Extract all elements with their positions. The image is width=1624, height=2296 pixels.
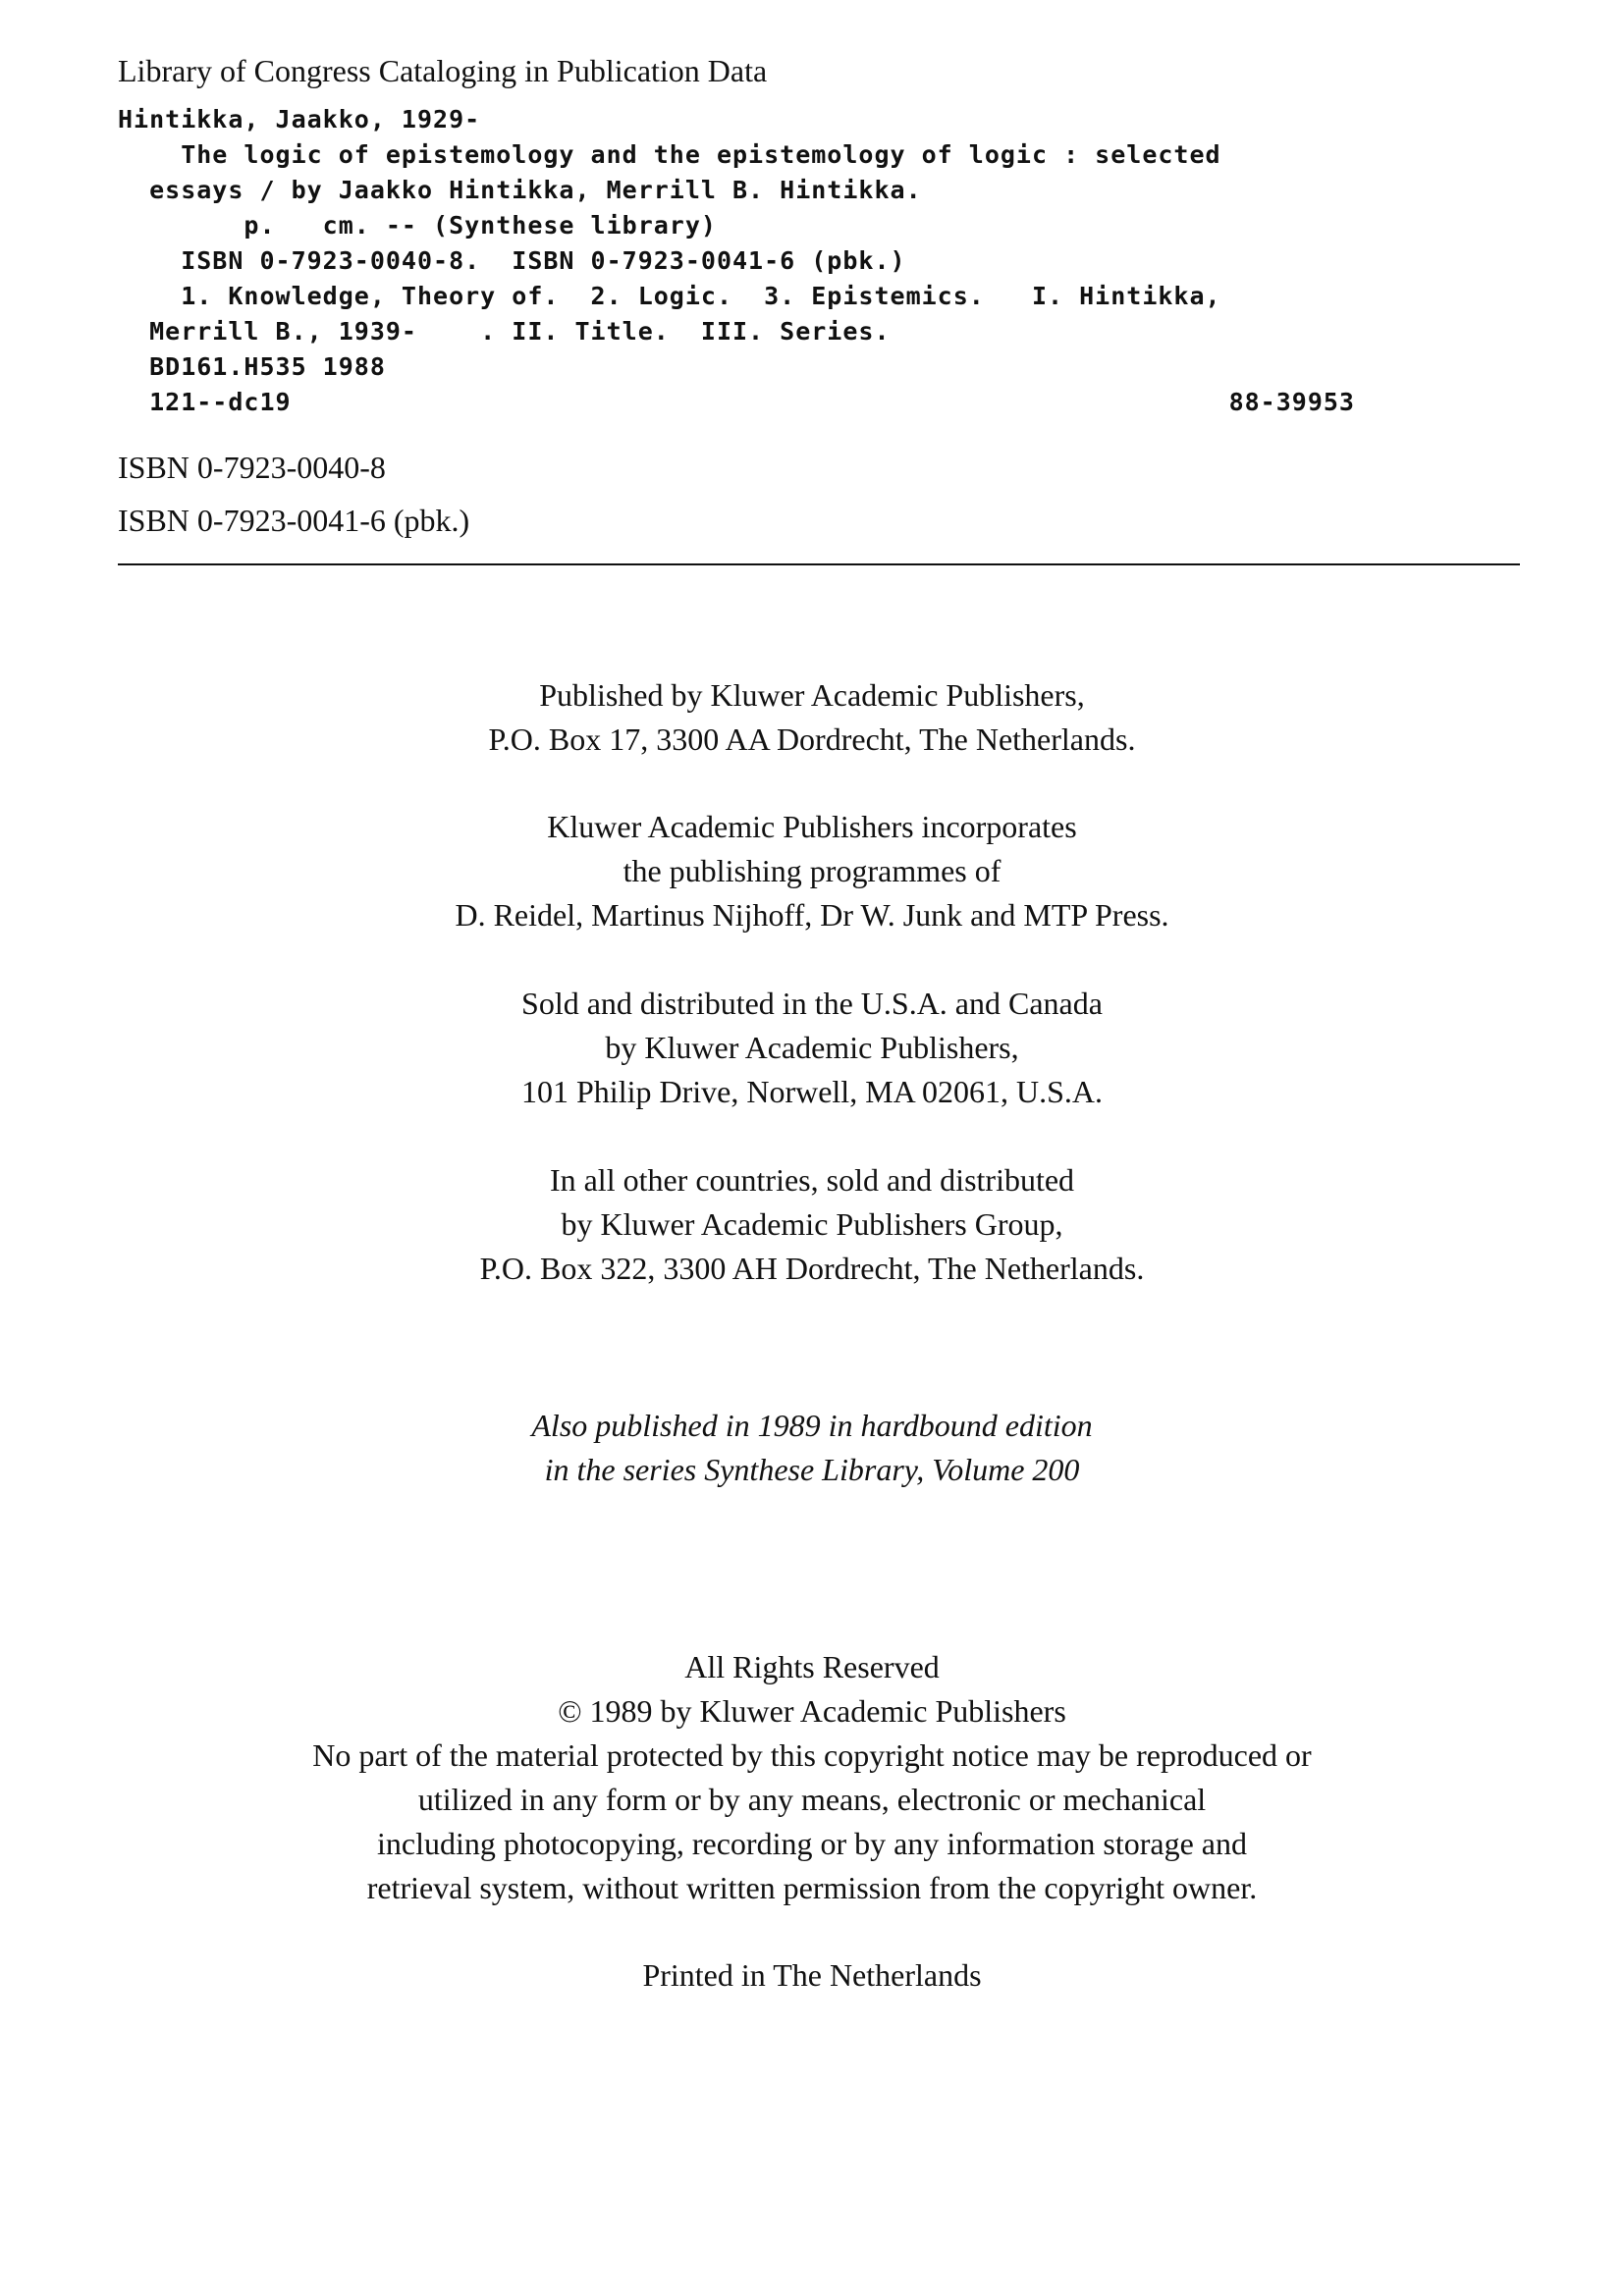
hardbound-note — [0, 1404, 1624, 1492]
incorporates-line: D. Reidel, Martinus Nijhoff, Dr W. Junk and MTP Press. — [455, 897, 1169, 933]
usa-distribution-line: by Kluwer Academic Publishers, — [605, 1030, 1019, 1065]
cip-line: BD161.H535 1988 — [118, 352, 386, 381]
copyright-notice — [0, 1645, 1624, 1910]
other-distribution-line: In all other countries, sold and distributed — [549, 1162, 1075, 1198]
cip-line: Merrill B., 1939- . II. Title. III. Series. — [118, 317, 891, 346]
other-distribution-line: P.O. Box 322, 3300 AH Dordrecht, The Netherlands. — [479, 1251, 1145, 1286]
cip-heading: Library of Congress Cataloging in Publication Data — [118, 53, 768, 88]
copyright-line: All Rights Reserved — [684, 1649, 940, 1684]
publisher-line: P.O. Box 17, 3300 AA Dordrecht, The Netherlands. — [488, 721, 1136, 757]
usa-distribution — [0, 982, 1624, 1114]
other-distribution — [0, 1158, 1624, 1291]
copyright-line: utilized in any form or by any means, electronic or mechanical — [417, 1782, 1207, 1817]
publisher-address — [0, 673, 1624, 762]
dewey-number: 121--dc19 — [118, 388, 292, 416]
incorporates-line: the publishing programmes of — [623, 853, 1001, 888]
lccn-number: 88-39953 — [1228, 388, 1355, 416]
cip-line: essays / by Jaakko Hintikka, Merrill B. Hintikka. — [118, 176, 922, 204]
cip-line: 1. Knowledge, Theory of. 2. Logic. 3. Epistemics. I. Hintikka, — [118, 282, 1221, 310]
cip-line: ISBN 0-7923-0040-8. ISBN 0-7923-0041-6 (pbk.) — [118, 246, 906, 275]
other-distribution-line: by Kluwer Academic Publishers Group, — [561, 1206, 1063, 1242]
usa-distribution-line: 101 Philip Drive, Norwell, MA 02061, U.S.A. — [521, 1074, 1103, 1109]
incorporates-line: Kluwer Academic Publishers incorporates — [547, 809, 1077, 844]
cip-line: The logic of epistemology and the epistemology of logic : selected — [118, 140, 1221, 169]
cip-classification-line — [118, 385, 1355, 420]
cip-record — [118, 102, 1355, 420]
divider-rule — [118, 563, 1520, 565]
isbn-hardbound: ISBN 0-7923-0040-8 — [118, 450, 386, 485]
cip-line: Hintikka, Jaakko, 1929- — [118, 105, 481, 133]
hardbound-line: in the series Synthese Library, Volume 200 — [544, 1452, 1080, 1487]
copyright-line: © 1989 by Kluwer Academic Publishers — [558, 1693, 1066, 1729]
cip-line: p. cm. -- (Synthese library) — [118, 211, 717, 240]
publisher-line: Published by Kluwer Academic Publishers, — [539, 677, 1085, 713]
copyright-line: including photocopying, recording or by any information storage and — [376, 1826, 1247, 1861]
copyright-line: retrieval system, without written permission from the copyright owner. — [366, 1870, 1258, 1905]
usa-distribution-line: Sold and distributed in the U.S.A. and Canada — [521, 986, 1103, 1021]
hardbound-line: Also published in 1989 in hardbound edition — [531, 1408, 1093, 1443]
copyright-line: No part of the material protected by this copyright notice may be reproduced or — [312, 1737, 1312, 1773]
printed-in: Printed in The Netherlands — [642, 1957, 982, 1993]
incorporates-note — [0, 805, 1624, 937]
isbn-paperback: ISBN 0-7923-0041-6 (pbk.) — [118, 503, 470, 538]
